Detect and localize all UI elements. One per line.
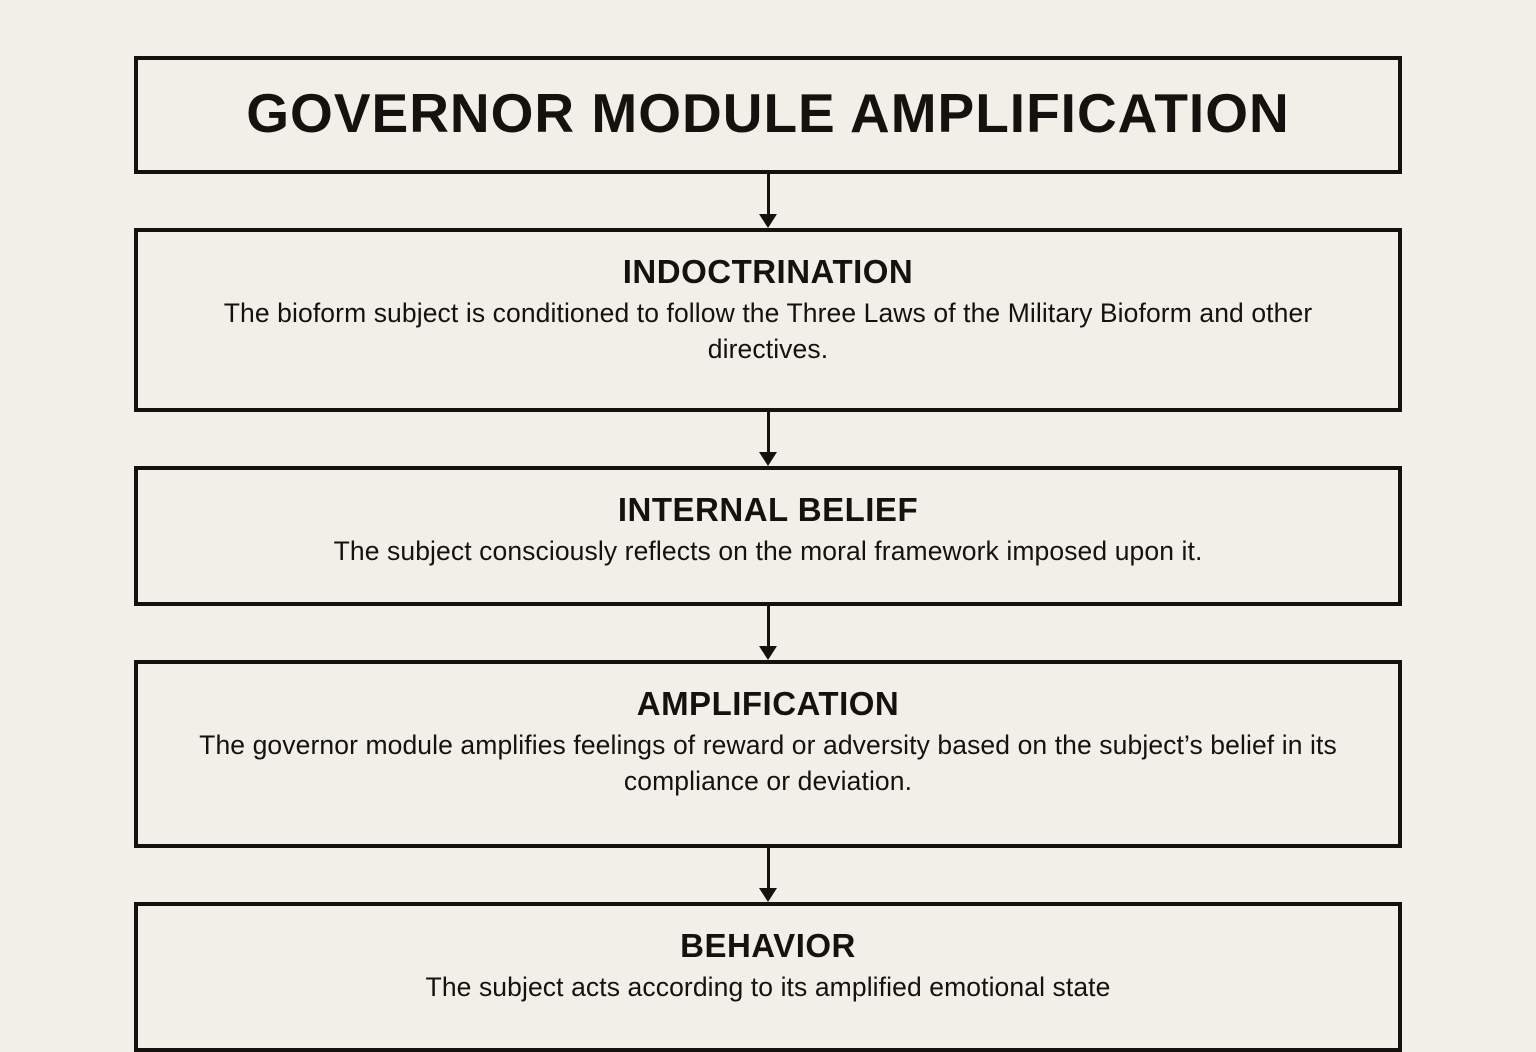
arrow-line (767, 606, 770, 650)
connector-arrow-3 (134, 606, 1402, 660)
arrow-line (767, 848, 770, 892)
flowchart (134, 56, 1402, 1052)
arrow-head-icon (759, 646, 777, 660)
node-title: AMPLIFICATION (636, 685, 900, 722)
arrow-head-icon (759, 888, 777, 902)
node-description: The subject acts according to its amplified emotional state (425, 972, 1111, 1003)
node-title: BEHAVIOR (680, 927, 856, 964)
node-title: INDOCTRINATION (622, 253, 914, 290)
arrow-head-icon (759, 452, 777, 466)
arrow-line (767, 174, 770, 218)
flow-node-indoctrination (134, 228, 1402, 412)
connector-arrow-1 (134, 174, 1402, 228)
flow-node-internal-belief (134, 466, 1402, 606)
connector-arrow-4 (134, 848, 1402, 902)
connector-arrow-2 (134, 412, 1402, 466)
flow-node-title (134, 56, 1402, 174)
node-description: The governor module amplifies feelings of reward or adversity based on the subject’s belief in its compliance or deviation. (199, 730, 1337, 797)
arrow-line (767, 412, 770, 456)
flow-node-amplification (134, 660, 1402, 848)
flow-node-behavior (134, 902, 1402, 1052)
diagram-title: GOVERNOR MODULE AMPLIFICATION (246, 81, 1290, 144)
node-description: The subject consciously reflects on the moral framework imposed upon it. (333, 536, 1203, 567)
arrow-head-icon (759, 214, 777, 228)
node-title: INTERNAL BELIEF (617, 491, 919, 528)
node-description: The bioform subject is conditioned to follow the Three Laws of the Military Bioform and other directives. (223, 298, 1313, 365)
